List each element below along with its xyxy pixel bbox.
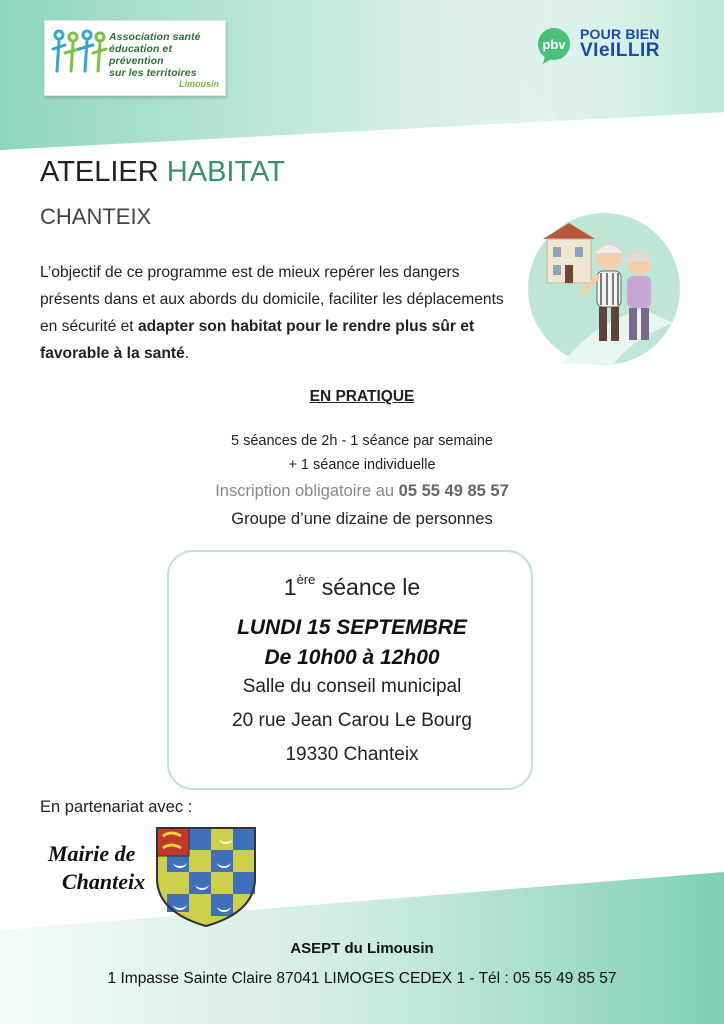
session-time: De 10h00 à 12h00 xyxy=(264,646,440,669)
session-rest: séance le xyxy=(315,574,421,600)
session-heading xyxy=(169,574,535,601)
title-accent: HABITAT xyxy=(166,156,285,188)
session-sup: ère xyxy=(296,572,316,588)
coat-of-arms-icon xyxy=(155,826,257,928)
title-prefix: ATELIER xyxy=(40,156,167,188)
session-street: 20 rue Jean Carou Le Bourg xyxy=(232,710,472,731)
pratique-heading: EN PRATIQUE xyxy=(309,388,415,405)
asept-logo-line: éducation et prévention xyxy=(109,43,173,67)
intro-paragraph xyxy=(40,259,510,367)
pratique-line: Groupe d’une dizaine de personnes xyxy=(231,510,493,528)
footer-title: ASEPT du Limousin xyxy=(290,940,434,957)
pratique-line: 5 séances de 2h - 1 séance par semaine xyxy=(231,433,493,449)
pratique-registration xyxy=(0,482,724,501)
asept-logo-line: sur les territoires xyxy=(109,67,197,79)
session-place: Salle du conseil municipal xyxy=(242,676,462,697)
session-city: 19330 Chanteix xyxy=(285,744,419,765)
mairie-line1: Mairie de xyxy=(48,841,136,866)
page-title xyxy=(40,156,285,189)
session-box xyxy=(167,550,533,790)
footer-address: 1 Impasse Sainte Claire 87041 LIMOGES CEDEX 1 - Tél : 05 55 49 85 57 xyxy=(107,970,617,987)
intro-text: L’objectif de ce programme est de mieux repérer les dangers présents dans et aux abords du domicile, faciliter les déplacements en sécurité et xyxy=(40,264,504,335)
asept-logo-text xyxy=(109,31,225,79)
mairie-line2: Chanteix xyxy=(62,869,146,894)
session-date: LUNDI 15 SEPTEMBRE xyxy=(237,616,467,639)
registration-phone: 05 55 49 85 57 xyxy=(398,482,509,500)
asept-logo xyxy=(44,20,226,96)
mairie-logo xyxy=(48,840,145,896)
pbv-logo-line2: VIeILLIR xyxy=(580,40,661,61)
pbv-logo-line1: POUR BIEN xyxy=(580,26,660,42)
asept-figures-icon xyxy=(51,27,109,77)
asept-logo-line: Association santé xyxy=(109,31,201,43)
intro-bold-text: adapter son habitat pour le rendre plus sûr et favorable à la santé xyxy=(40,318,475,362)
pbv-badge-icon xyxy=(535,26,575,66)
intro-end: . xyxy=(184,345,190,362)
pbv-badge-text: pbv xyxy=(542,37,566,52)
elderly-couple-house-illustration xyxy=(523,213,685,365)
page-subtitle: CHANTEIX xyxy=(40,204,152,229)
partner-label: En partenariat avec : xyxy=(40,798,193,816)
asept-logo-region: Limousin xyxy=(179,79,219,89)
pratique-line: + 1 séance individuelle xyxy=(288,457,436,473)
registration-text: Inscription obligatoire au xyxy=(215,482,399,500)
session-num: 1 xyxy=(283,574,297,600)
